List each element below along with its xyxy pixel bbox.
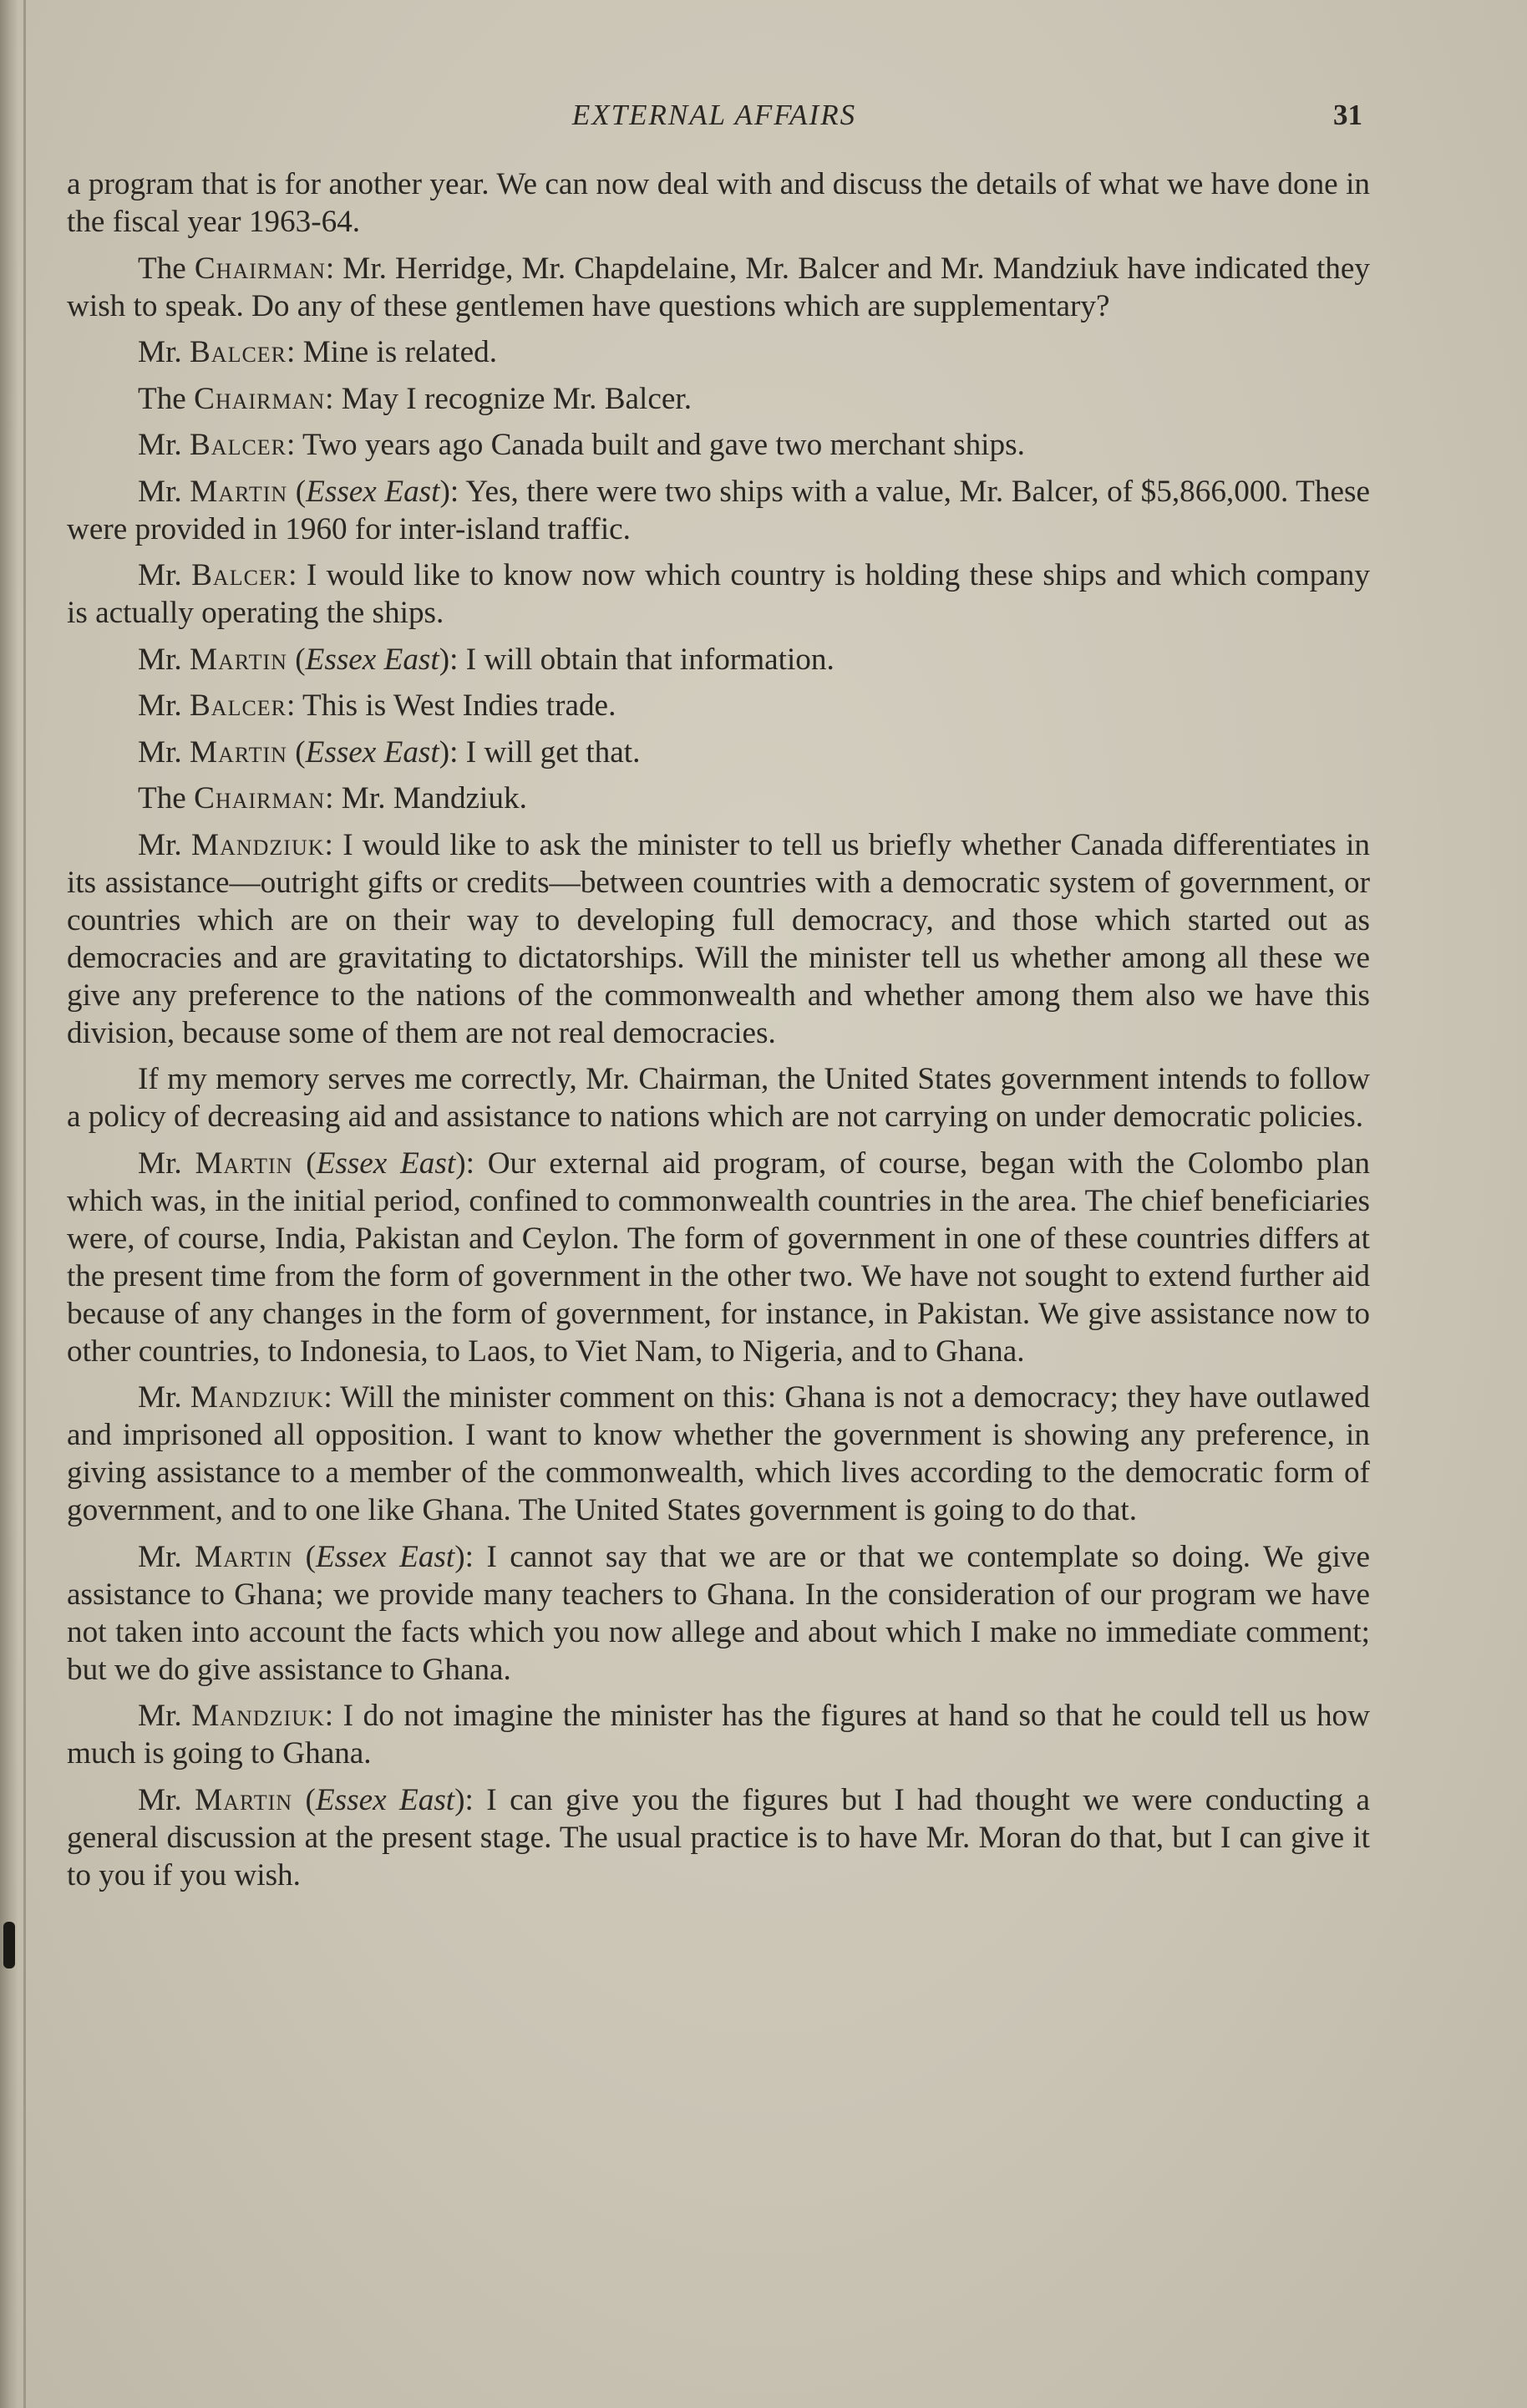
- speaker-name: Mr. Balcer: [138, 428, 287, 462]
- speaker-name: Mr. Martin: [138, 734, 287, 770]
- speaker-name: The Chairman: [138, 781, 326, 815]
- speaker-name: The Chairman: [138, 251, 326, 286]
- speaker-name: Mr. Martin: [138, 1146, 293, 1181]
- paragraph-text: Two years ago Canada built and gave two merchant ships.: [302, 428, 1025, 462]
- binding-edge: [0, 0, 18, 2408]
- paragraph-text: I will obtain that information.: [465, 642, 835, 677]
- binding-line: [23, 0, 26, 2408]
- paragraph-text: I would like to know now which country is holding these ships and which company is actually operating the ships.: [67, 558, 1370, 630]
- paragraph: Mr. Mandziuk: I do not imagine the minister has the figures at hand so that he could tell us how much is going to Ghana.: [67, 1699, 1370, 1770]
- speaker-name: Mr. Martin: [138, 1782, 293, 1817]
- paragraph: Mr. Martin (Essex East): Yes, there were two ships with a value, Mr. Balcer, of $5,866,000. These were provided in 1960 for inter-island traffic.: [67, 474, 1370, 546]
- paragraph-text: I would like to ask the minister to tell us briefly whether Canada differentiates in its assistance—outright gifts or credits—between countries with a democratic system of government, or countries which are on their way to developing full democracy, and those which started out as democracies and are gravitating to dictatorships. Will the minister tell us whether among all these we give any preference to the nations of the commonwealth and whether among them also we have this division, because some of them are not real democracies.: [67, 827, 1370, 1050]
- paragraph-text: Mr. Herridge, Mr. Chapdelaine, Mr. Balcer and Mr. Mandziuk have indicated they wish to speak. Do any of these gentlemen have questions which are supplementary?: [67, 251, 1371, 323]
- page-number: 31: [1333, 99, 1362, 131]
- paragraph: The Chairman: May I recognize Mr. Balcer.: [138, 381, 692, 416]
- paragraph-text: Our external aid program, of course, began with the Colombo plan which was, in the initial period, confined to commonwealth countries in the area. The chief beneficiaries were, of course, India, Pakistan and Ceylon. The form of government in one of these countries differs at the present time from the form of government in the other two. We have not sought to extend further aid because of any changes in the form of government, for instance, in Pakistan. We give assistance now to other countries, to Indonesia, to Laos, to Viet Nam, to Nigeria, and to Ghana.: [67, 1146, 1370, 1369]
- speaker-name: Mr. Mandziuk: [138, 827, 325, 862]
- speaker-riding: Essex East: [316, 1146, 456, 1181]
- running-title: EXTERNAL AFFAIRS: [571, 99, 857, 131]
- speaker-riding: Essex East: [305, 642, 439, 677]
- paragraph: The Chairman: Mr. Herridge, Mr. Chapdelaine, Mr. Balcer and Mr. Mandziuk have indicated they wish to speak. Do any of these gentlemen have questions which are supplementary?: [67, 251, 1371, 323]
- paragraph: [67, 165, 1370, 241]
- speaker-name: Mr. Martin: [138, 1539, 293, 1574]
- speaker-name: The Chairman: [138, 381, 326, 416]
- speaker-name: Mr. Martin: [138, 474, 288, 509]
- body-text: [67, 165, 1370, 1903]
- running-head: [67, 95, 1362, 137]
- speaker-riding: Essex East: [306, 474, 440, 509]
- speaker-name: Mr. Balcer: [138, 688, 287, 723]
- paragraph-text: Yes, there were two ships with a value, Mr. Balcer, of $5,866,000. These were provided in 1960 for inter-island traffic.: [67, 474, 1370, 546]
- paragraph: Mr. Balcer: I would like to know now which country is holding these ships and which company is actually operating the ships.: [67, 558, 1370, 630]
- speaker-riding: Essex East: [315, 1539, 455, 1574]
- paragraph-text: Mine is related.: [302, 335, 498, 369]
- paragraph: [67, 1060, 1370, 1135]
- paragraph: Mr. Mandziuk: Will the minister comment on this: Ghana is not a democracy; they have outlawed and imprisoned all opposition. I want to know whether the government is showing any preference, in giving assistance to a member of the commonwealth, which lives according to the democratic form of government, and to one like Ghana. The United States government is going to do that.: [67, 1380, 1370, 1527]
- paragraph-text: Mr. Mandziuk.: [341, 781, 527, 815]
- paragraph: Mr. Martin (Essex East): I will get that.: [138, 734, 641, 770]
- speaker-name: Mr. Mandziuk: [138, 1699, 325, 1733]
- paragraph-text: This is West Indies trade.: [302, 688, 616, 723]
- paragraph: Mr. Martin (Essex East): I will obtain that information.: [138, 642, 835, 677]
- speaker-riding: Essex East: [305, 734, 439, 770]
- paragraph-text: I will get that.: [465, 734, 641, 770]
- ink-mark: [3, 1922, 15, 1969]
- paragraph: Mr. Martin (Essex East): Our external aid program, of course, began with the Colombo plan which was, in the initial period, confined to commonwealth countries in the area. The chief beneficiaries were, of course, India, Pakistan and Ceylon. The form of government in one of these countries differs at the present time from the form of government in the other two. We have not sought to extend further aid because of any changes in the form of government, for instance, in Pakistan. We give assistance now to other countries, to Indonesia, to Laos, to Viet Nam, to Nigeria, and to Ghana.: [67, 1146, 1370, 1369]
- paragraph: Mr. Martin (Essex East): I can give you the figures but I had thought we were conducting a general discussion at the present stage. The usual practice is to have Mr. Moran do that, but I can give it to you if you wish.: [67, 1782, 1370, 1892]
- paragraph-text: I cannot say that we are or that we contemplate so doing. We give assistance to Ghana; we provide many teachers to Ghana. In the consideration of our program we have not taken into account the facts which you now allege and about which I make no immediate comment; but we do give assistance to Ghana.: [67, 1539, 1370, 1687]
- paragraph: Mr. Mandziuk: I would like to ask the minister to tell us briefly whether Canada differentiates in its assistance—outright gifts or credits—between countries with a democratic system of government, or countries which are on their way to developing full democracy, and those which started out as democracies and are gravitating to dictatorships. Will the minister tell us whether among all these we give any preference to the nations of the commonwealth and whether among them also we have this division, because some of them are not real democracies.: [67, 827, 1370, 1050]
- speaker-riding: Essex East: [315, 1782, 455, 1817]
- paragraph: Mr. Balcer: This is West Indies trade.: [138, 688, 616, 723]
- paragraph: The Chairman: Mr. Mandziuk.: [138, 781, 527, 815]
- paragraph-text: a program that is for another year. We can now deal with and discuss the details of what we have done in the fiscal year 1963-64.: [67, 167, 1370, 239]
- paragraph: Mr. Balcer: Mine is related.: [138, 335, 498, 369]
- paragraph-text: Will the minister comment on this: Ghana is not a democracy; they have outlawed and imprisoned all opposition. I want to know whether the government is showing any preference, in giving assistance to a member of the commonwealth, which lives according to the democratic form of government, and to one like Ghana. The United States government is going to do that.: [67, 1380, 1370, 1527]
- paragraph-text: I can give you the figures but I had thought we were conducting a general discussion at the present stage. The usual practice is to have Mr. Moran do that, but I can give it to you if you wish.: [67, 1782, 1370, 1892]
- paragraph: Mr. Martin (Essex East): I cannot say that we are or that we contemplate so doing. We give assistance to Ghana; we provide many teachers to Ghana. In the consideration of our program we have not taken into account the facts which you now allege and about which I make no immediate comment; but we do give assistance to Ghana.: [67, 1539, 1370, 1687]
- paragraph-text: May I recognize Mr. Balcer.: [341, 381, 692, 416]
- speaker-name: Mr. Balcer: [138, 335, 287, 369]
- speaker-name: Mr. Balcer: [138, 558, 289, 592]
- paragraph-text: If my memory serves me correctly, Mr. Chairman, the United States government intends to follow a policy of decreasing aid and assistance to nations which are not carrying on under democratic policies.: [67, 1062, 1370, 1134]
- paragraph-text: I do not imagine the minister has the figures at hand so that he could tell us how much is going to Ghana.: [67, 1699, 1370, 1770]
- speaker-name: Mr. Mandziuk: [138, 1380, 324, 1415]
- paragraph: Mr. Balcer: Two years ago Canada built and gave two merchant ships.: [138, 428, 1025, 462]
- speaker-name: Mr. Martin: [138, 642, 287, 677]
